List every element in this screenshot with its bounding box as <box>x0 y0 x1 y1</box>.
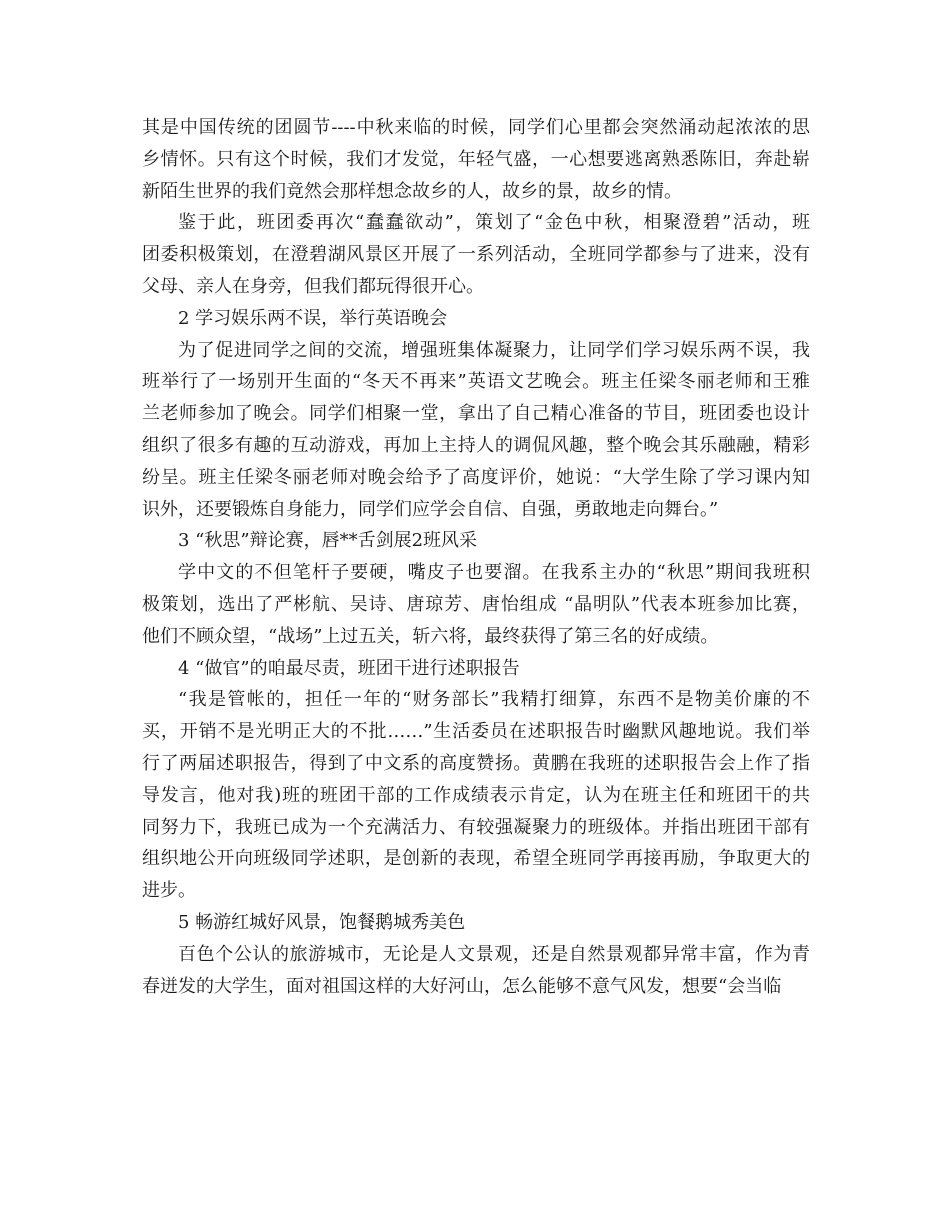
paragraph-line: 学中文的不但笔杆子要硬，嘴皮子也要溜。在我系主办的“秋思”期间我班积 <box>178 562 810 584</box>
paragraph-line: 行了两届述职报告，得到了中文系的高度赞扬。黄鹏在我班的述职报告会上作了指 <box>142 752 810 774</box>
paragraph-line: 为了促进同学之间的交流，增强班集体凝聚力，让同学们学习娱乐两不误，我 <box>178 339 810 361</box>
paragraph-line: 鉴于此，班团委再次“蠢蠢欲动”，策划了“金色中秋，相聚澄碧”活动，班 <box>178 212 810 234</box>
section-heading: 5 畅游红城好风景，饱餐鹅城秀美色 <box>178 911 466 933</box>
paragraph-line: 识外，还要锻炼自身能力，同学们应学会自信、自强，勇敢地走向舞台。” <box>142 498 719 520</box>
paragraph-line: 纷呈。班主任梁冬丽老师对晚会给予了高度评价，她说：“大学生除了学习课内知 <box>142 466 810 488</box>
paragraph-line: 买，开销不是光明正大的不批……”生活委员在述职报告时幽默风趣地说。我们举 <box>142 721 810 743</box>
paragraph-line: 其是中国传统的团圆节----中秋来临的时候，同学们心里都会突然涌动起浓浓的思 <box>142 117 810 138</box>
section-heading: 2 学习娱乐两不误，举行英语晚会 <box>178 307 448 329</box>
paragraph-line: 班举行了一场别开生面的“冬天不再来”英语文艺晚会。班主任梁冬丽老师和王雅 <box>142 371 810 393</box>
paragraph-line: 父母、亲人在身旁，但我们都玩得很开心。 <box>142 275 484 297</box>
paragraph-line: 春迸发的大学生，面对祖国这样的大好河山，怎么能够不意气风发，想要“会当临 <box>142 975 782 997</box>
paragraph-line: 团委积极策划，在澄碧湖风景区开展了一系列活动，全班同学都参与了进来，没有 <box>142 244 810 266</box>
paragraph-line: 他们不顾众望，“战场”上过五关，斩六将，最终获得了第三名的好成绩。 <box>142 625 719 647</box>
section-heading: 3 “秋思”辩论赛，唇**舌剑展2班风采 <box>178 530 478 552</box>
paragraph-line: 组织了很多有趣的互动游戏，再加上主持人的调侃风趣，整个晚会其乐融融，精彩 <box>142 434 810 456</box>
document-body <box>142 112 810 1002</box>
paragraph-line: 百色个公认的旅游城市，无论是人文景观，还是自然景观都异常丰富，作为青 <box>178 943 810 965</box>
paragraph-line: 组织地公开向班级同学述职，是创新的表现，希望全班同学再接再励，争取更大的 <box>142 848 810 870</box>
paragraph-line: 兰老师参加了晚会。同学们相聚一堂，拿出了自己精心准备的节目，班团委也设计 <box>142 403 810 425</box>
paragraph-line: “我是管帐的，担任一年的“财务部长”我精打细算，东西不是物美价廉的不 <box>178 689 810 711</box>
paragraph-line: 极策划，选出了严彬航、吴诗、唐琼芳、唐怡组成 “晶明队”代表本班参加比赛， <box>142 593 810 615</box>
section-heading: 4 “做官”的咱最尽责，班团干进行述职报告 <box>178 657 520 679</box>
paragraph-line: 乡情怀。只有这个时候，我们才发觉，年轻气盛，一心想要逃离熟悉陈旧，奔赴崭 <box>142 148 810 170</box>
paragraph-line: 进步。 <box>142 880 196 902</box>
paragraph-line: 同努力下，我班已成为一个充满活力、有较强凝聚力的班级体。并指出班团干部有 <box>142 816 810 838</box>
paragraph-line: 新陌生世界的我们竟然会那样想念故乡的人，故乡的景，故乡的情。 <box>142 180 682 202</box>
paragraph-line: 导发言，他对我)班的班团干部的工作成绩表示肯定，认为在班主任和班团干的共 <box>142 784 810 806</box>
